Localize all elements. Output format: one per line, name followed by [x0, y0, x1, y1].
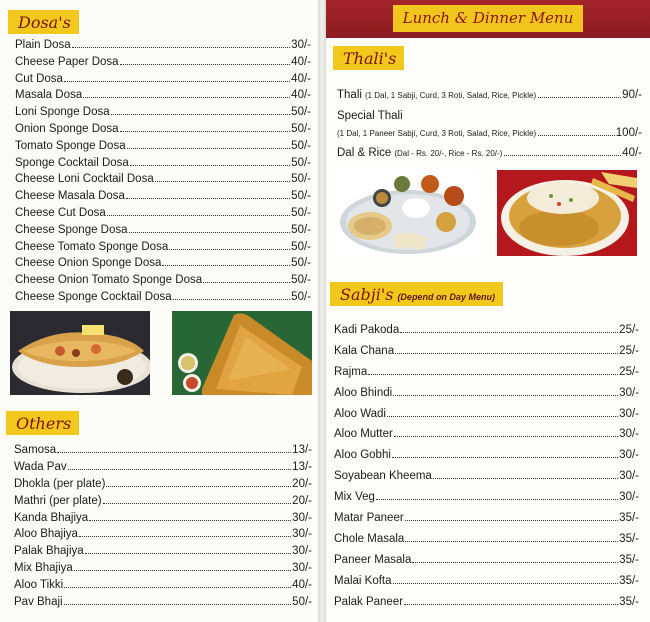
item-name: Cheese Masala Dosa: [15, 190, 125, 203]
item-price: 30/-: [619, 449, 639, 462]
item-name: Chole Masala: [334, 532, 405, 545]
item-name: Samosa: [14, 444, 57, 456]
item-name: Cheese Onion Tomato Sponge Dosa: [15, 274, 203, 287]
list-item: [14, 476, 312, 493]
item-name: Aloo Mutter: [334, 428, 393, 441]
item-price: 35/-: [619, 532, 639, 545]
item-price: 30/-: [619, 386, 639, 399]
item-price: 40/-: [292, 579, 312, 592]
list-item: [334, 404, 639, 425]
list-item: [15, 239, 311, 256]
item-price: 50/-: [291, 257, 311, 270]
item-name: Kanda Bhajiya: [14, 511, 89, 524]
item-name: Cut Dosa: [15, 72, 63, 85]
list-item: [334, 529, 639, 550]
item-price: 50/-: [291, 139, 311, 152]
list-item: [15, 138, 311, 155]
list-item: [15, 54, 311, 71]
list-item: [14, 594, 312, 611]
item-name: Cheese Paper Dosa: [15, 55, 119, 68]
item-price: 50/-: [292, 596, 312, 609]
dosas-heading: Dosa's: [8, 10, 79, 34]
list-item: [337, 125, 642, 142]
item-name: Mix Bhajiya: [14, 562, 73, 575]
item-price: 30/-: [292, 511, 312, 524]
list-item: [334, 341, 639, 362]
list-item: [337, 87, 642, 104]
item-note: (1 Dal, 1 Paneer Sabji, Curd, 3 Roti, Salad, Rice, Pickle): [337, 129, 537, 138]
item-price: 40/-: [291, 55, 311, 68]
item-name: Paneer Masala: [334, 553, 412, 566]
paper-dosa-photo: [172, 311, 312, 395]
item-price: 30/-: [619, 407, 639, 420]
list-item: [334, 320, 639, 341]
list-item: [15, 71, 311, 88]
list-item: [15, 188, 311, 205]
list-item: [15, 155, 311, 172]
list-item: [337, 108, 642, 125]
item-price: 50/-: [291, 274, 311, 287]
list-item: [15, 121, 311, 138]
thali-photo: [336, 170, 478, 256]
item-price: 13/-: [292, 444, 312, 456]
item-price: 50/-: [291, 223, 311, 236]
list-item: [334, 508, 639, 529]
list-item: [334, 487, 639, 508]
item-price: 35/-: [619, 574, 639, 587]
item-name: Kala Chana: [334, 344, 395, 357]
list-item: [15, 205, 311, 222]
item-price: 35/-: [619, 595, 639, 608]
sabji-list: [334, 320, 639, 612]
item-name: Thali: [337, 89, 362, 101]
item-name: Wada Pav: [14, 460, 67, 473]
item-name: Onion Sponge Dosa: [15, 122, 119, 135]
item-price: 90/-: [622, 89, 642, 101]
list-item: [15, 104, 311, 121]
item-name: Pav Bhaji: [14, 596, 63, 609]
list-item: [15, 272, 311, 289]
list-item: [334, 383, 639, 404]
item-price: 100/-: [615, 127, 642, 139]
item-name: Cheese Sponge Dosa: [15, 223, 128, 236]
item-name: Sponge Cocktail Dosa: [15, 156, 129, 169]
item-price: 30/-: [619, 491, 639, 504]
item-name: Rajma: [334, 365, 368, 378]
item-price: 30/-: [619, 428, 639, 441]
item-name: Dhokla (per plate): [14, 477, 106, 490]
item-price: 50/-: [291, 156, 311, 169]
list-item: [15, 289, 311, 306]
item-price: 40/-: [291, 89, 311, 102]
sabjis-subtitle: (Depend on Day Menu): [397, 292, 495, 302]
item-price: 25/-: [619, 324, 639, 336]
item-price: 50/-: [291, 206, 311, 219]
item-name: Aloo Wadi: [334, 407, 386, 420]
item-price: 30/-: [291, 39, 311, 51]
list-item: [14, 442, 312, 459]
item-note: (1 Dal, 1 Sabji, Curd, 3 Roti, Salad, Rice, Pickle): [364, 91, 537, 100]
item-name: Masala Dosa: [15, 89, 83, 102]
list-item: [14, 493, 312, 510]
item-note: (Dal - Rs. 20/-, Rice - Rs. 20/-): [394, 149, 503, 158]
item-name: Kadi Pakoda: [334, 324, 400, 336]
item-name: Palak Paneer: [334, 595, 404, 608]
others-heading: Others: [6, 411, 79, 435]
item-price: 25/-: [619, 344, 639, 357]
item-price: 40/-: [291, 72, 311, 85]
item-name: Matar Paneer: [334, 512, 404, 525]
item-price: 50/-: [291, 106, 311, 119]
item-price: 30/-: [292, 545, 312, 558]
item-price: 50/-: [291, 122, 311, 135]
item-name: Palak Bhajiya: [14, 545, 84, 558]
item-price: 50/-: [291, 173, 311, 186]
list-item: [334, 424, 639, 445]
item-price: 20/-: [292, 494, 312, 507]
list-item: [334, 592, 639, 613]
sabjis-heading: [330, 282, 503, 306]
list-item: [334, 571, 639, 592]
page-title: Lunch & Dinner Menu: [393, 5, 583, 32]
list-item: [14, 526, 312, 543]
list-item: [334, 466, 639, 487]
item-price: 30/-: [619, 470, 639, 483]
item-name: Special Thali: [337, 110, 403, 122]
item-name: Cheese Cut Dosa: [15, 206, 106, 219]
item-name: Plain Dosa: [15, 39, 71, 51]
list-item: [334, 550, 639, 571]
item-name: Cheese Onion Sponge Dosa: [15, 257, 162, 270]
item-price: 35/-: [619, 512, 639, 525]
item-name: Aloo Gobhi: [334, 449, 391, 462]
list-item: [14, 543, 312, 560]
item-name: Soyabean Kheema: [334, 470, 432, 483]
dosa-list: [15, 37, 311, 306]
list-item: [334, 445, 639, 466]
item-price: 13/-: [292, 460, 312, 473]
item-name: Mathri (per plate): [14, 494, 102, 507]
list-item: [15, 222, 311, 239]
item-name: Aloo Bhajiya: [14, 528, 78, 541]
list-item: [14, 510, 312, 527]
dal-rice-photo: [497, 170, 637, 256]
list-item: [15, 255, 311, 272]
item-price: 50/-: [291, 240, 311, 253]
thali-list: [337, 87, 642, 162]
list-item: [14, 560, 312, 577]
item-price: 30/-: [292, 562, 312, 575]
item-price: 50/-: [291, 290, 311, 303]
item-name: Dal & Rice: [337, 147, 392, 159]
item-name: Loni Sponge Dosa: [15, 106, 110, 119]
list-item: [14, 577, 312, 594]
item-price: 40/-: [622, 147, 642, 159]
list-item: [15, 171, 311, 188]
item-price: 30/-: [292, 528, 312, 541]
item-price: 50/-: [291, 190, 311, 203]
list-item: [337, 145, 642, 162]
item-price: 35/-: [619, 553, 639, 566]
item-name: Cheese Loni Cocktail Dosa: [15, 173, 154, 186]
others-list: [14, 442, 312, 611]
item-name: Tomato Sponge Dosa: [15, 139, 126, 152]
item-name: Cheese Sponge Cocktail Dosa: [15, 290, 172, 303]
item-name: Malai Kofta: [334, 574, 392, 587]
list-item: [334, 362, 639, 383]
list-item: [14, 459, 312, 476]
list-item: [15, 87, 311, 104]
page-gutter: [318, 0, 326, 622]
dosa-photo: [10, 311, 150, 395]
item-price: 20/-: [292, 477, 312, 490]
item-name: Aloo Tikki: [14, 579, 64, 592]
item-name: Mix Veg: [334, 491, 375, 504]
item-name: Aloo Bhindi: [334, 386, 393, 399]
item-price: 25/-: [619, 365, 639, 378]
sabjis-title: Sabji's: [340, 285, 394, 304]
list-item: [15, 37, 311, 54]
item-name: Cheese Tomato Sponge Dosa: [15, 240, 169, 253]
thalis-heading: Thali's: [333, 46, 404, 70]
